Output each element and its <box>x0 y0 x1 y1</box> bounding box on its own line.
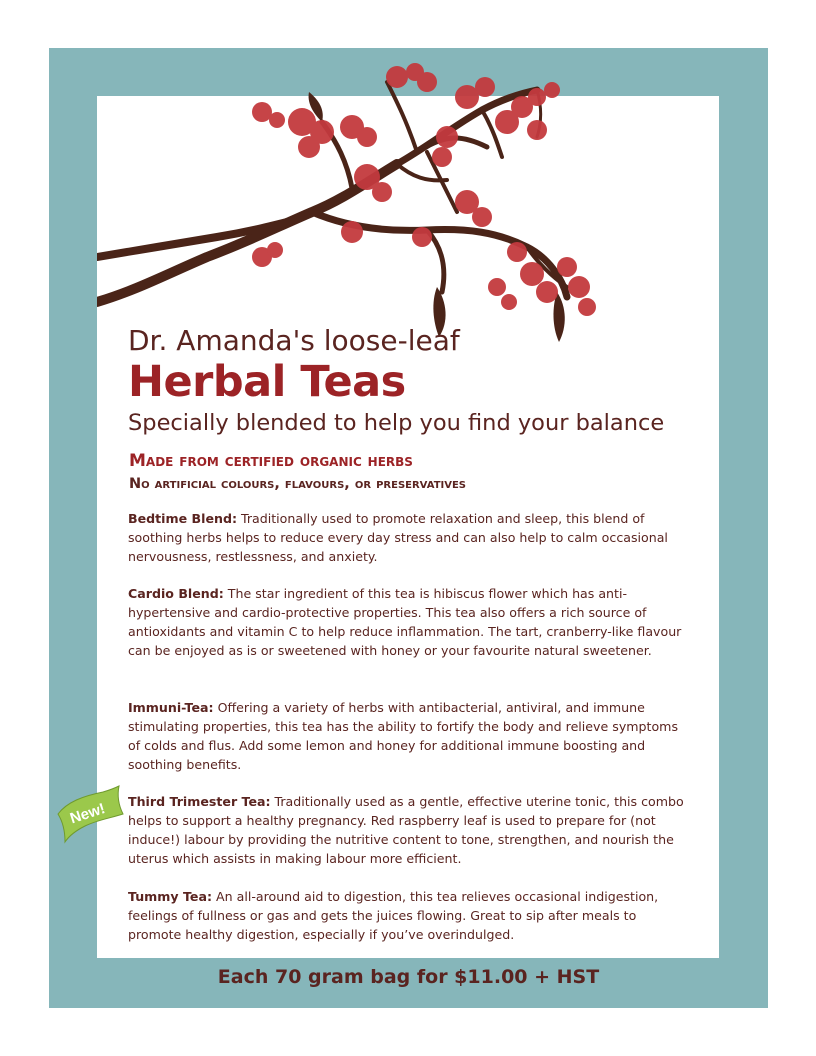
organic-claim: Made from certified organic herbs <box>129 451 413 471</box>
blend-description: Offering a variety of herbs with antibacterial, antiviral, and immune stimulating properties, this tea has the ability to fortify the body and relieve symptoms of colds and flus. Add some lemon and honey for additional immune boosting and soothing benefits. <box>128 700 679 772</box>
blend-description: Traditionally used as a gentle, effective uterine tonic, this combo helps to support a healthy pregnancy. Red raspberry leaf is used to prepare for (not induce!) labour by providing the nutritive content to tone, strengthen, and nourish the uterus which assists in making labour more efficient. <box>128 794 684 866</box>
subtitle: Specially blended to help you find your balance <box>128 410 665 436</box>
no-additives-claim: No artificial colours, flavours, or preservatives <box>129 476 467 492</box>
blend-name: Cardio Blend: <box>128 586 224 601</box>
blossom-branch-icon <box>97 52 627 362</box>
blend-cardio <box>128 584 688 660</box>
new-badge-label: New! <box>67 800 108 828</box>
blend-name: Tummy Tea: <box>128 889 213 904</box>
blend-description: The star ingredient of this tea is hibiscus flower which has anti-hypertensive and cardio-protective properties. This tea also offers a rich source of antioxidants and vitamin C to help reduce inflammation. The tart, cranberry-like flavour can be enjoyed as is or sweetened with honey or your favourite natural sweetener. <box>128 586 682 658</box>
blend-name: Immuni-Tea: <box>128 700 214 715</box>
price-footer: Each 70 gram bag for $11.00 + HST <box>217 966 600 988</box>
blend-name: Third Trimester Tea: <box>128 794 271 809</box>
new-badge <box>55 784 125 844</box>
blend-tummy <box>128 887 688 944</box>
blend-bedtime <box>128 509 688 566</box>
blend-third-trimester <box>128 792 688 868</box>
blend-description: Traditionally used to promote relaxation and sleep, this blend of soothing herbs helps to reduce every day stress and can also help to calm occasional nervousness, restlessness, and anxiety. <box>128 511 668 564</box>
blend-name: Bedtime Blend: <box>128 511 238 526</box>
blend-description: An all-around aid to digestion, this tea relieves occasional indigestion, feelings of fullness or gas and gets the juices flowing. Great to sip after meals to promote healthy digestion, especially if you’ve overindulged. <box>128 889 659 942</box>
blend-immuni-tea <box>128 698 688 774</box>
pre-title: Dr. Amanda's loose-leaf <box>128 324 460 357</box>
page-title: Herbal Teas <box>128 357 406 407</box>
